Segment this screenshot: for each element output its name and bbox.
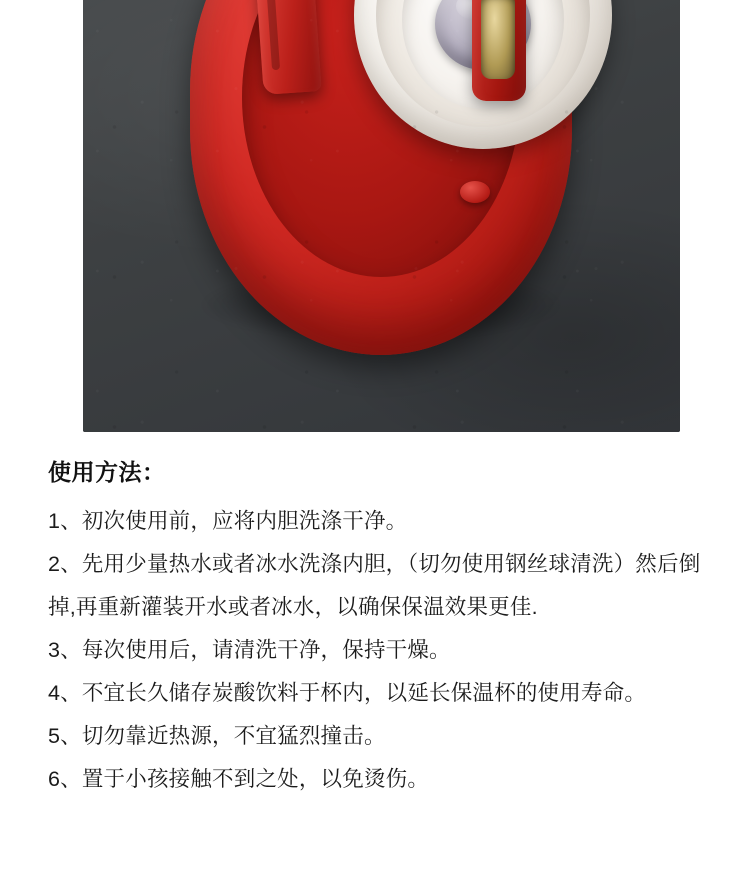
lid-left-lug (254, 0, 321, 95)
white-plastic-insert (354, 0, 612, 149)
section-title: 使用方法： (48, 459, 166, 485)
list-item: 4、不宜长久储存炭酸饮料于杯内，以延长保温杯的使用寿命。 (48, 680, 647, 705)
gasket-highlight (456, 0, 494, 20)
list-item: 1、初次使用前，应将内胆洗涤干净。 (48, 508, 408, 533)
lid-drop-shadow (203, 270, 559, 340)
metal-hinge-pin (481, 0, 515, 79)
instruction-list (48, 500, 704, 801)
silicone-gasket-valve (435, 0, 531, 70)
lid-outer-rim (190, 0, 572, 355)
lid-small-nub (460, 181, 490, 203)
product-image-container (83, 0, 680, 432)
list-item: 2、先用少量热水或者冰水洗涤内胆，（切勿使用钢丝球清洗）然后倒掉,再重新灌装开水或者冰水，以确保保温效果更佳. (48, 551, 701, 619)
white-plastic-inner-ring (376, 0, 590, 127)
list-item: 5、切勿靠近热源，不宜猛烈撞击。 (48, 723, 386, 748)
list-item: 6、置于小孩接触不到之处，以免烫伤。 (48, 766, 430, 791)
thermos-lid-closeup-photo (83, 0, 680, 432)
lid-inner-wall (242, 0, 520, 277)
white-plastic-thread-ring (402, 0, 564, 109)
list-item: 3、每次使用后，请清洗干净，保持干燥。 (48, 637, 451, 662)
lid-hinge-housing (472, 0, 526, 101)
instructions-section (0, 455, 750, 801)
